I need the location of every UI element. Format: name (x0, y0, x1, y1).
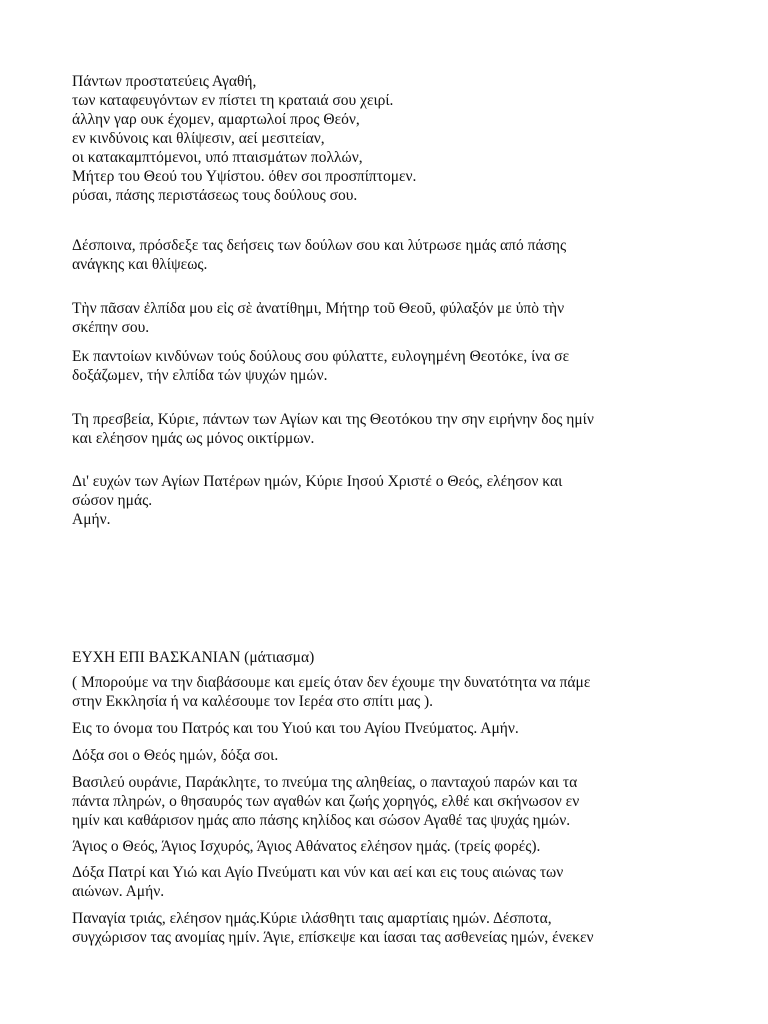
text-line: Δέσποινα, πρόσδεξε τας δεήσεις των δούλων σου και λύτρωσε ημάς από πάσης (72, 237, 567, 254)
paragraph-vasileu (72, 773, 712, 830)
text-line: Δόξα σοι ο Θεός ημών, δόξα σοι. (72, 747, 279, 764)
paragraph-doxa-patri (72, 863, 712, 901)
text-line: ανάγκης και θλίψεως. (72, 256, 208, 273)
text-line: Άγιος ο Θεός, Άγιος Ισχυρός, Άγιος Αθάνατος ελέησον ημάς. (τρείς φορές). (72, 838, 541, 855)
text-line: Βασιλεύ ουράνιε, Παράκλητε, το πνεύμα της αληθείας, ο πανταχού παρών και τα (72, 774, 578, 791)
text-line: Πάντων προστατεύεις Αγαθή, (72, 73, 257, 90)
paragraph-kindynon (72, 347, 712, 385)
text-line: Εκ παντοίων κινδύνων τούς δούλους σου φύλαττε, ευλογημένη Θεοτόκε, ίνα σε (72, 348, 570, 365)
text-line: πάντα πληρών, ο θησαυρός των αγαθών και ζωής χορηγός, ελθέ και σκήνωσον εν (72, 793, 580, 810)
text-line: ρύσαι, πάσης περιστάσεως τους δούλους σου. (72, 187, 358, 204)
text-line: στην Εκκλησία ή να καλέσουμε τον Ιερέα στο σπίτι μας ). (72, 693, 434, 710)
text-line: εν κινδύνοις και θλίψεσιν, αεί μεσιτείαν, (72, 130, 325, 147)
text-line: σκέπην σου. (72, 319, 150, 336)
text-line: Εις το όνομα του Πατρός και του Υιού και του Αγίου Πνεύματος. Αμήν. (72, 720, 519, 737)
text-line: αιώνων. Αμήν. (72, 883, 165, 900)
text-line: οι κατακαμπτόμενοι, υπό πταισμάτων πολλών, (72, 149, 363, 166)
text-line: ημίν και καθάρισον ημάς απο πάσης κηλίδος και σώσον Αγαθέ τας ψυχάς ημών. (72, 812, 571, 829)
section-heading (72, 648, 712, 667)
text-line: δοξάζωμεν, τήν ελπίδα τών ψυχών ημών. (72, 367, 328, 384)
paragraph-efchon (72, 472, 712, 529)
paragraph-note (72, 673, 712, 711)
text-line: Τὴν πᾶσαν ἐλπίδα μου εἰς σὲ ἀνατίθημι, Μήτηρ τοῦ Θεοῦ, φύλαξόν με ὑπὸ τὴν (72, 300, 565, 317)
paragraph-panagia (72, 909, 712, 947)
paragraph-agios (72, 837, 712, 856)
paragraph-elpida (72, 299, 712, 337)
text-line: Αμήν. (72, 511, 111, 528)
paragraph-doxa (72, 746, 712, 765)
section-title: ΕΥΧΗ ΕΠΙ ΒΑΣΚΑΝΙΑΝ (μάτιασμα) (72, 649, 315, 666)
paragraph-presveia (72, 410, 712, 448)
text-line: άλλην γαρ ουκ έχομεν, αμαρτωλοί προς Θεόν, (72, 111, 360, 128)
text-line: σώσον ημάς. (72, 492, 153, 509)
text-line: Παναγία τριάς, ελέησον ημάς.Κύριε ιλάσθητι ταις αμαρτίαις ημών. Δέσποτα, (72, 910, 552, 927)
paragraph-onoma (72, 719, 712, 738)
text-line: Τη πρεσβεία, Κύριε, πάντων των Αγίων και της Θεοτόκου την σην ειρήνην δος ημίν (72, 411, 594, 428)
text-line: Μήτερ του Θεού του Υψίστου. όθεν σοι προσπίπτομεν. (72, 168, 417, 185)
text-line: Δι' ευχών των Αγίων Πατέρων ημών, Κύριε Ιησού Χριστέ ο Θεός, ελέησον και (72, 473, 563, 490)
hymn-stanza (72, 72, 712, 205)
paragraph-despoina (72, 236, 712, 274)
text-line: και ελέησον ημάς ως μόνος οικτίρμων. (72, 430, 315, 447)
text-line: ( Μπορούμε να την διαβάσουμε και εμείς όταν δεν έχουμε την δυνατότητα να πάμε (72, 674, 591, 691)
text-line: συγχώρισον τας ανομίας ημίν. Άγιε, επίσκεψε και ίασαι τας ασθενείας ημών, ένεκεν (72, 929, 594, 946)
text-line: Δόξα Πατρί και Υιώ και Αγίο Πνεύματι και νύν και αεί και εις τους αιώνας των (72, 864, 564, 881)
text-line: των καταφευγόντων εν πίστει τη κραταιά σου χειρί. (72, 92, 394, 109)
